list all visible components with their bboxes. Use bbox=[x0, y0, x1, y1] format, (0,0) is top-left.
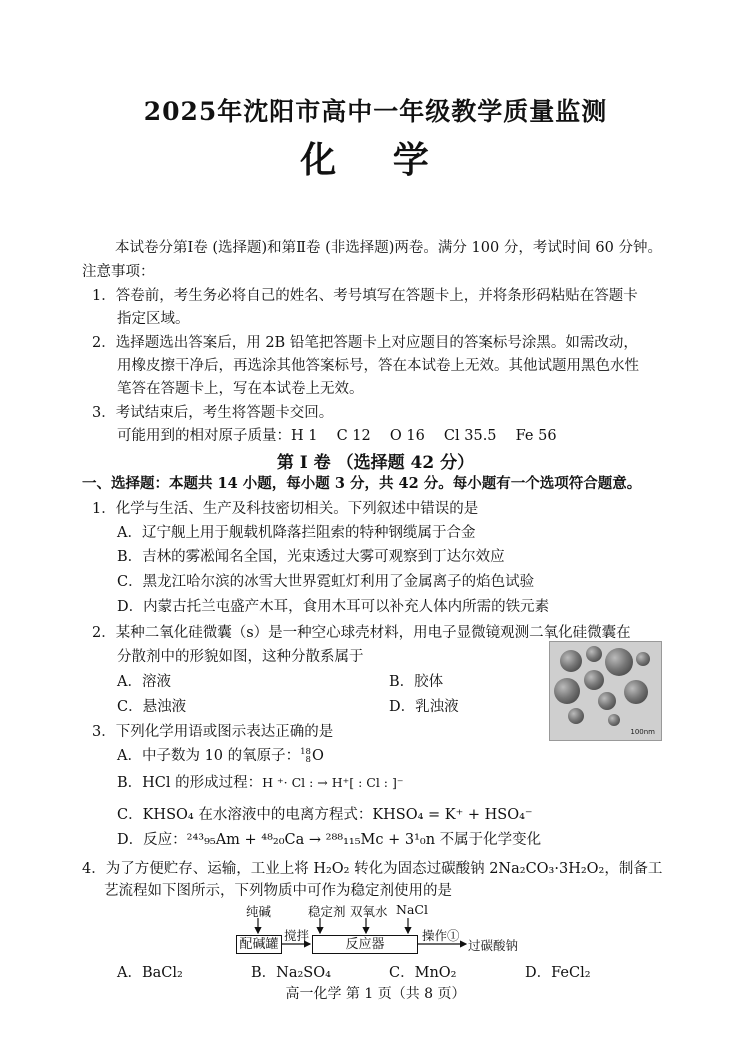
microsphere bbox=[554, 678, 580, 704]
notice-1a: 1．答卷前，考生务必将自己的姓名、考号填写在答题卡上，并将条形码粘贴在答题卡 bbox=[92, 288, 638, 304]
microsphere bbox=[586, 646, 602, 662]
notice-2b: 用橡皮擦干净后，再选涂其他答案标号，答在本试卷上无效。其他试题用黑色水性 bbox=[117, 358, 639, 374]
input-nacl: NaCl bbox=[396, 902, 428, 917]
q4-stem-2: 艺流程如下图所示，下列物质中可作为稳定剂使用的是 bbox=[104, 883, 452, 899]
page-footer: 高一化学 第 1 页（共 8 页） bbox=[285, 986, 466, 1002]
input-stabilizer: 稳定剂 bbox=[308, 904, 346, 919]
nuclide-numbers bbox=[300, 748, 311, 764]
notice-2c: 笔答在答题卡上，写在本试卷上无效。 bbox=[117, 381, 364, 397]
microscope-image bbox=[549, 641, 662, 741]
q1-stem: 1．化学与生活、生产及科技密切相关。下列叙述中错误的是 bbox=[92, 501, 479, 517]
notice-1b: 指定区域。 bbox=[117, 311, 190, 327]
q4-stem-1: 4．为了方便贮存、运输，工业上将 H₂O₂ 转化为固态过碳酸钠 2Na₂CO₃·3H₂O₂，制备工 bbox=[82, 861, 663, 877]
microsphere bbox=[598, 692, 616, 710]
q4-option-c: C．MnO₂ bbox=[389, 965, 457, 981]
mixing-tank-box: 配碱罐 bbox=[236, 935, 282, 954]
q3-stem: 3．下列化学用语或图示表达正确的是 bbox=[92, 724, 334, 740]
step-operation: 操作① bbox=[422, 928, 460, 943]
atomic-number: 8 bbox=[305, 755, 311, 765]
atomic-masses: 可能用到的相对原子质量：H 1 C 12 O 16 Cl 35.5 Fe 56 bbox=[117, 428, 557, 444]
q2-stem-1: 2．某种二氧化硅微囊（s）是一种空心球壳材料，用电子显微镜观测二氧化硅微囊在 bbox=[92, 625, 631, 641]
q3-option-a-text: A．中子数为 10 的氧原子： bbox=[117, 748, 301, 764]
microsphere bbox=[560, 650, 582, 672]
element-symbol: O bbox=[311, 748, 324, 764]
microsphere bbox=[568, 708, 584, 724]
nuclear-reaction: ²⁴³₉₅Am + ⁴⁸₂₀Ca → ²⁸⁸₁₁₅Mc + 3¹₀n bbox=[186, 832, 436, 848]
q3-option-b bbox=[117, 773, 403, 793]
intro-line: 本试卷分第Ⅰ卷 (选择题)和第Ⅱ卷 (非选择题)两卷。满分 100 分，考试时间 60 分钟。 bbox=[115, 240, 662, 256]
q3-option-a bbox=[117, 746, 324, 766]
microsphere bbox=[608, 714, 620, 726]
notice-3: 3．考试结束后，考生将答题卡交回。 bbox=[92, 405, 334, 421]
q2-option-d: D．乳浊液 bbox=[389, 699, 459, 715]
q3-option-d-tail: 不属于化学变化 bbox=[439, 832, 542, 848]
q2-option-b: B．胶体 bbox=[389, 674, 444, 690]
scale-bar-label: 100nm bbox=[630, 728, 655, 736]
section-title: 第 I 卷 （选择题 42 分） bbox=[276, 453, 475, 473]
reactor-box: 反应器 bbox=[312, 935, 418, 954]
microsphere bbox=[636, 652, 650, 666]
q3-option-d bbox=[117, 830, 541, 850]
flow-diagram bbox=[230, 900, 530, 960]
q2-option-c: C．悬浊液 bbox=[117, 699, 187, 715]
q3-option-c: C．KHSO₄ 在水溶液中的电离方程式：KHSO₄ = K⁺ + HSO₄⁻ bbox=[117, 807, 533, 823]
q3-option-d-text: D．反应： bbox=[117, 832, 187, 848]
q4-option-a: A．BaCl₂ bbox=[117, 965, 183, 981]
q1-option-c: C．黑龙江哈尔滨的冰雪大世界霓虹灯利用了金属离子的焰色试验 bbox=[117, 574, 535, 590]
section-instructions: 一、选择题：本题共 14 小题，每小题 3 分，共 42 分。每小题有一个选项符合题意。 bbox=[82, 475, 642, 492]
hcl-formation: H ⁺· Cl : → H⁺[ : Cl : ]⁻ bbox=[262, 775, 404, 790]
q4-option-d: D．FeCl₂ bbox=[525, 965, 591, 981]
microsphere bbox=[605, 648, 633, 676]
product-label: 过碳酸钠 bbox=[468, 938, 519, 953]
mass-number: 18 bbox=[300, 747, 311, 757]
q2-option-a: A．溶液 bbox=[117, 674, 171, 690]
input-soda: 纯碱 bbox=[246, 904, 272, 919]
step-stir: 搅拌 bbox=[284, 928, 310, 943]
notice-title: 注意事项： bbox=[82, 264, 155, 280]
q1-option-d: D．内蒙古托兰屯盛产木耳，食用木耳可以补充人体内所需的铁元素 bbox=[117, 599, 550, 615]
notice-2a: 2．选择题选出答案后，用 2B 铅笔把答题卡上对应题目的答案标号涂黑。如需改动， bbox=[92, 335, 638, 351]
input-peroxide: 双氧水 bbox=[350, 904, 388, 919]
subject-title: 化 学 bbox=[300, 139, 451, 181]
q4-option-b: B．Na₂SO₄ bbox=[251, 965, 331, 981]
microsphere bbox=[584, 670, 604, 690]
q1-option-b: B．吉林的雾凇闻名全国，光束透过大雾可观察到丁达尔效应 bbox=[117, 549, 505, 565]
q2-stem-2: 分散剂中的形貌如图，这种分散系属于 bbox=[117, 649, 364, 665]
q3-option-b-text: B．HCl 的形成过程： bbox=[117, 775, 263, 791]
microsphere bbox=[624, 680, 648, 704]
exam-title: 2025年沈阳市高中一年级教学质量监测 bbox=[143, 97, 608, 126]
q1-option-a: A．辽宁舰上用于舰载机降落拦阻索的特种钢缆属于合金 bbox=[117, 525, 476, 541]
